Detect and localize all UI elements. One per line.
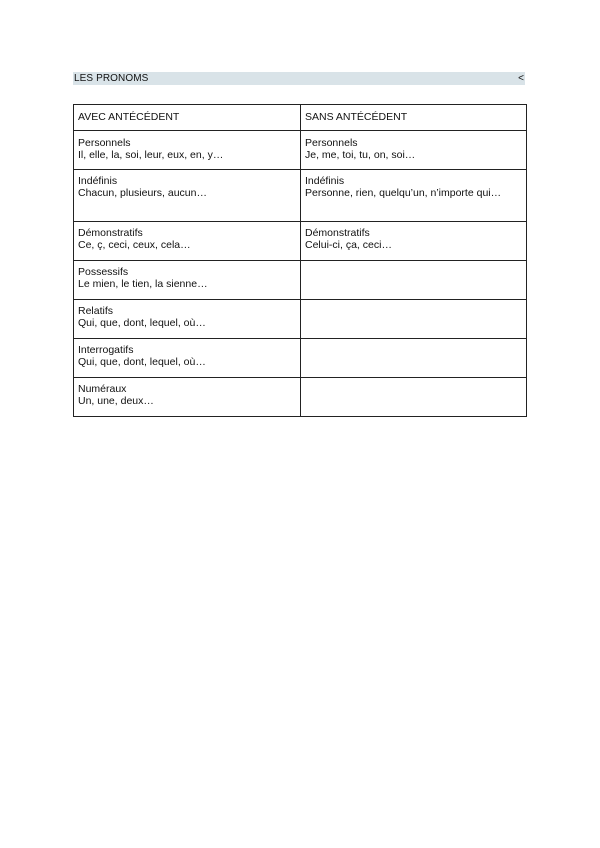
cell-text: Il, elle, la, soi, leur, eux, en, y… [78,149,224,161]
cell-title: Personnels [305,137,358,149]
cell-text: Je, me, toi, tu, on, soi… [305,149,416,161]
section-title: LES PRONOMS [74,73,149,84]
table-row [74,339,527,378]
table-cell-empty [301,378,527,417]
table-cell-empty [301,339,527,378]
table-cell-empty [301,261,527,300]
table-cell [301,131,527,170]
cell-text: Chacun, plusieurs, aucun… [78,187,207,199]
table-header-row [74,105,527,131]
cell-title: Démonstratifs [78,227,143,239]
table-cell [74,170,301,222]
cell-text: Qui, que, dont, lequel, où… [78,356,206,368]
header-cell-with-antecedent: AVEC ANTÉCÉDENT [74,105,301,131]
table-row [74,131,527,170]
cell-text: Un, une, deux… [78,395,154,407]
table-cell [301,170,527,222]
cell-text: Ce, ç, ceci, ceux, cela… [78,239,191,251]
cell-text: Le mien, le tien, la sienne… [78,278,208,290]
pronouns-table [73,104,527,417]
cell-title: Indéfinis [78,175,118,187]
table-row [74,261,527,300]
header-cell-without-antecedent: SANS ANTÉCÉDENT [301,105,527,131]
collapse-arrow-icon[interactable]: < [518,73,524,84]
cell-text: Personne, rien, quelqu’un, n’importe qui… [305,187,502,199]
section-title-bar [73,72,525,85]
table-cell [74,378,301,417]
table-cell [74,300,301,339]
table-row [74,300,527,339]
cell-text: Qui, que, dont, lequel, où… [78,317,206,329]
table-cell-empty [301,300,527,339]
table-cell [74,222,301,261]
table-row [74,378,527,417]
cell-title: Interrogatifs [78,344,134,356]
table-row [74,222,527,261]
table-cell [74,131,301,170]
table-cell [301,222,527,261]
table-cell [74,339,301,378]
cell-title: Relatifs [78,305,114,317]
cell-title: Numéraux [78,383,127,395]
cell-title: Personnels [78,137,131,149]
table-row [74,170,527,222]
cell-title: Indéfinis [305,175,345,187]
table-cell [74,261,301,300]
cell-title: Démonstratifs [305,227,370,239]
cell-title: Possessifs [78,266,129,278]
cell-text: Celui-ci, ça, ceci… [305,239,392,251]
